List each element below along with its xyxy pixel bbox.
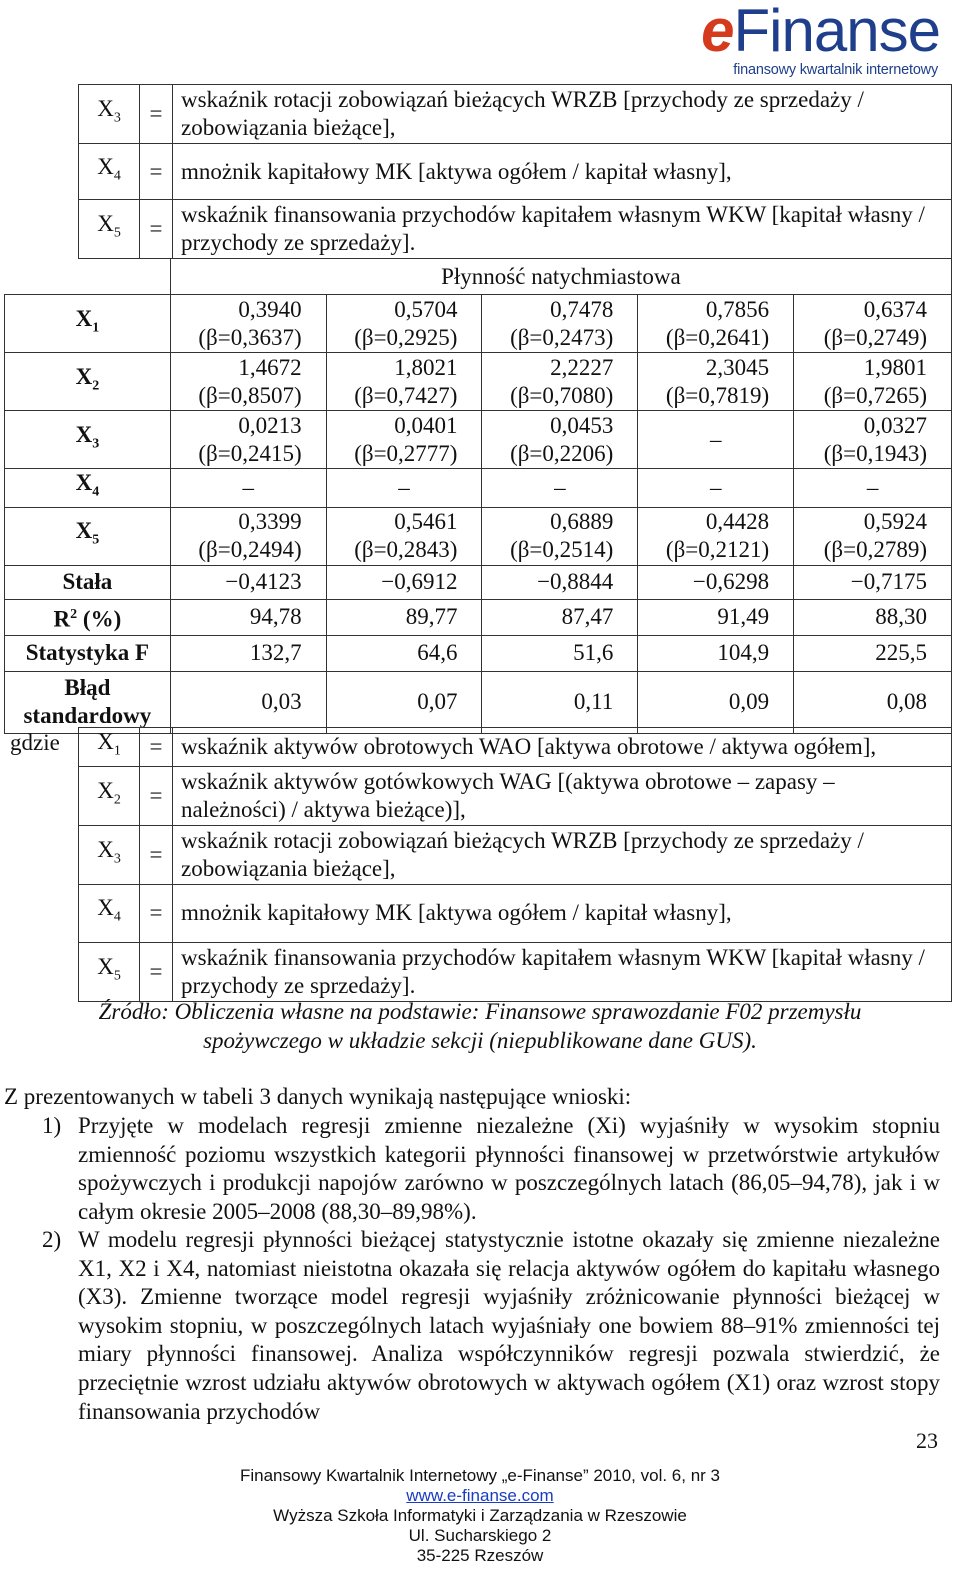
table-cell: – [326, 469, 482, 508]
table-cell: 0,4428 (β=0,2121) [638, 507, 794, 565]
table-cell: 89,77 [326, 599, 482, 635]
row-label: $X_1$ [5, 295, 171, 353]
def-text: wskaźnik finansowania przychodów kapitałem własnym WKW [kapitał własny / przychody ze sprzedaży]. [173, 942, 952, 1001]
footer-url-link[interactable]: www.e-finanse.com [406, 1486, 554, 1505]
def-text: wskaźnik rotacji zobowiązań bieżących WRZB [przychody ze sprzedaży / zobowiązania bieżące], [173, 85, 952, 144]
table-cell: 0,07 [326, 671, 482, 733]
footer [0, 1466, 960, 1566]
def-row [79, 200, 952, 259]
def-var: $X_1$ [79, 728, 140, 767]
table-cell: 0,3940 (β=0,3637) [170, 295, 326, 353]
table-cell: 1,8021 (β=0,7427) [326, 353, 482, 411]
table-cell: 91,49 [638, 599, 794, 635]
table-cell: 88,30 [794, 599, 952, 635]
logo-e: e [701, 0, 734, 64]
table-cell: −0,7175 [794, 565, 952, 599]
table-row [5, 469, 952, 508]
def-eq: = [140, 728, 173, 767]
table-cell: – [482, 469, 638, 508]
table-cell: 0,5704 (β=0,2925) [326, 295, 482, 353]
def-row [79, 884, 952, 942]
def-eq: = [140, 825, 173, 884]
section-title: Płynność natychmiastowa [170, 259, 951, 295]
table-cell: 2,2227 (β=0,7080) [482, 353, 638, 411]
row-label: $X_5$ [5, 507, 171, 565]
table-cell: 104,9 [638, 635, 794, 671]
footer-journal: Finansowy Kwartalnik Internetowy „e-Finanse” 2010, vol. 6, nr 3 [239, 1466, 720, 1485]
def-text: wskaźnik rotacji zobowiązań bieżących WRZB [przychody ze sprzedaży / zobowiązania bieżące], [173, 825, 952, 884]
table-cell: – [170, 469, 326, 508]
table-cell: 87,47 [482, 599, 638, 635]
footer-school: Wyższa Szkoła Informatyki i Zarządzania w Rzeszowie [273, 1506, 687, 1525]
table-cell: 0,09 [638, 671, 794, 733]
table-cell: – [638, 469, 794, 508]
table-cell: 0,3399 (β=0,2494) [170, 507, 326, 565]
row-label: Błąd standardowy [5, 671, 171, 733]
table-cell: 0,5924 (β=0,2789) [794, 507, 952, 565]
table-cell: 2,3045 (β=0,7819) [638, 353, 794, 411]
def-eq: = [140, 144, 173, 200]
def-eq: = [140, 884, 173, 942]
table-cell: 94,78 [170, 599, 326, 635]
page-number: 23 [916, 1428, 938, 1453]
table-cell: 132,7 [170, 635, 326, 671]
table-cell: 0,11 [482, 671, 638, 733]
def-row [79, 766, 952, 825]
table-cell: – [638, 411, 794, 469]
table-cell: 0,0327 (β=0,1943) [794, 411, 952, 469]
def-row [79, 825, 952, 884]
table-cell: 0,03 [170, 671, 326, 733]
logo-wordmark [701, 0, 940, 65]
def-text: wskaźnik finansowania przychodów kapitałem własnym WKW [kapitał własny / przychody ze sprzedaży]. [173, 200, 952, 259]
def-text: wskaźnik aktywów obrotowych WAO [aktywa obrotowe / aktywa ogółem], [173, 728, 952, 767]
table-cell: 51,6 [482, 635, 638, 671]
table-cell: – [794, 469, 952, 508]
def-text: wskaźnik aktywów gotówkowych WAG [(aktywa obrotowe – zapasy – należności) / aktywa bieżące)], [173, 766, 952, 825]
table-cell: 0,0401 (β=0,2777) [326, 411, 482, 469]
table-cell: −0,6298 [638, 565, 794, 599]
def-var: $X_5$ [79, 942, 140, 1001]
def-row [79, 144, 952, 200]
table-cell: 0,7478 (β=0,2473) [482, 295, 638, 353]
def-var: $X_4$ [79, 144, 140, 200]
def-var: $X_3$ [79, 825, 140, 884]
footer-street: Ul. Sucharskiego 2 [408, 1526, 552, 1545]
table-cell: −0,6912 [326, 565, 482, 599]
table-cell: −0,8844 [482, 565, 638, 599]
def-text: mnożnik kapitałowy MK [aktywa ogółem / kapitał własny], [173, 884, 952, 942]
table-cell: 225,5 [794, 635, 952, 671]
table-cell: 0,6889 (β=0,2514) [482, 507, 638, 565]
table-cell: −0,4123 [170, 565, 326, 599]
def-eq: = [140, 766, 173, 825]
def-var: $X_3$ [79, 85, 140, 144]
table-cell: 0,7856 (β=0,2641) [638, 295, 794, 353]
row-label: Statystyka F [5, 635, 171, 671]
table-row [5, 671, 952, 733]
table-row [5, 411, 952, 469]
source-line-2: spożywczego w układzie sekcji (niepublikowane dane GUS). [203, 1028, 757, 1053]
def-row [79, 942, 952, 1001]
top-definitions [78, 84, 952, 259]
point-2-number: 2) [42, 1227, 62, 1252]
table-cell: 64,6 [326, 635, 482, 671]
def-eq: = [140, 942, 173, 1001]
logo-tagline: finansowy kwartalnik internetowy [733, 62, 938, 78]
row-label: $X_4$ [5, 469, 171, 508]
table-cell: 0,6374 (β=0,2749) [794, 295, 952, 353]
row-label: $R^2$ (%) [5, 599, 171, 635]
row-label: $X_3$ [5, 411, 171, 469]
table-cell: 1,4672 (β=0,8507) [170, 353, 326, 411]
point-2-text: W modelu regresji płynności bieżącej statystycznie istotne okazały się zmienne niezależne X1, X2 i X4, natomiast nieistotna okazała się relacja aktywów ogółem do kapitału własnego (X3). Zmienne tworzące model regresji wyjaśniły zróżnicowanie płynności bieżącej w wysokim stopniu, w poszczególnych latach wyjaśniały one bowiem 88–91% zmienności tej miary płynności finansowej. Analiza współczynników regresji pozwala stwierdzić, że przeciętnie wzrost udziału aktywów obrotowych w aktywach ogółem (X1) oraz wzrost stopy finansowania przychodów [78, 1227, 940, 1424]
table-cell: 0,08 [794, 671, 952, 733]
bottom-definitions [78, 727, 952, 1002]
table-cell: 0,0213 (β=0,2415) [170, 411, 326, 469]
table-row [5, 565, 952, 599]
def-text: mnożnik kapitałowy MK [aktywa ogółem / kapitał własny], [173, 144, 952, 200]
point-1-text: Przyjęte w modelach regresji zmienne niezależne (Xi) wyjaśniły w wysokim stopniu zmienność poziomu wszystkich kategorii płynności finansowej w przetwórstwie artykułów spożywczych i produkcji napojów zarówno w poszczególnych latach (86,05–94,78), jak i w całym okresie 2005–2008 (88,30–89,98%). [78, 1113, 940, 1224]
def-eq: = [140, 85, 173, 144]
def-eq: = [140, 200, 173, 259]
section-title-row [5, 259, 952, 295]
footer-city: 35-225 Rzeszów [416, 1546, 544, 1565]
table-cell: 0,5461 (β=0,2843) [326, 507, 482, 565]
table-row [5, 507, 952, 565]
table-row [5, 599, 952, 635]
intro-paragraph: Z prezentowanych w tabeli 3 danych wynikają następujące wnioski: [4, 1084, 632, 1109]
regression-table [4, 258, 952, 734]
table-row [5, 353, 952, 411]
table-cell: 1,9801 (β=0,7265) [794, 353, 952, 411]
table-row [5, 295, 952, 353]
def-row [79, 728, 952, 767]
def-var: $X_4$ [79, 884, 140, 942]
gdzie-label: gdzie [10, 730, 60, 755]
def-var: $X_2$ [79, 766, 140, 825]
table-row [5, 635, 952, 671]
source-line-1: Źródło: Obliczenia własne na podstawie: Finansowe sprawozdanie F02 przemysłu [98, 999, 862, 1024]
point-1-number: 1) [42, 1113, 62, 1138]
def-var: $X_5$ [79, 200, 140, 259]
table-cell: 0,0453 (β=0,2206) [482, 411, 638, 469]
row-label: Stała [5, 565, 171, 599]
efinanse-logo [700, 2, 940, 82]
logo-finanse: Finanse [733, 0, 940, 64]
def-row [79, 85, 952, 144]
row-label: $X_2$ [5, 353, 171, 411]
